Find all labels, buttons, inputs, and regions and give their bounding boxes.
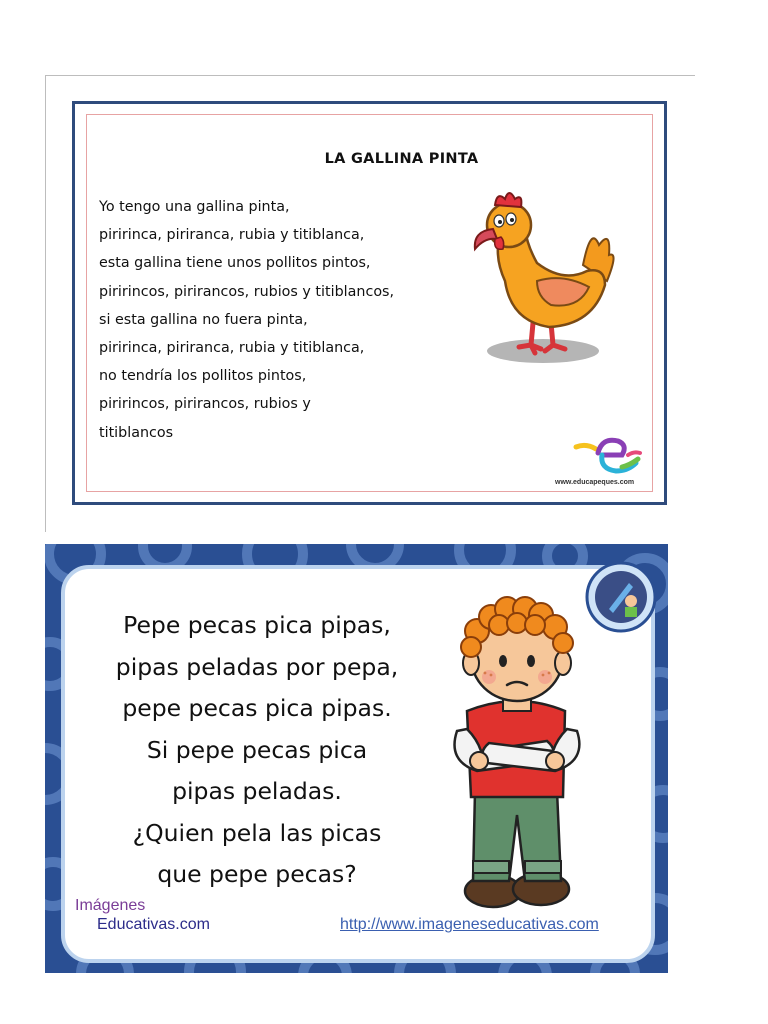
poem-line: no tendría los pollitos pintos, xyxy=(99,368,307,385)
poem-line: ¿Quien pela las picas xyxy=(132,818,382,847)
poem-line: piririnca, piriranca, rubia y titiblanca, xyxy=(99,340,365,357)
poem-line: piririnca, piriranca, rubia y titiblanca, xyxy=(99,227,365,244)
educapeques-url: www.educapeques.com xyxy=(555,479,635,486)
poem-line: pepe pecas pica pipas. xyxy=(122,694,392,722)
hen-illustration xyxy=(471,185,621,365)
poem-card-gallina xyxy=(72,101,667,505)
poem-line: Pepe pecas pica pipas, xyxy=(123,611,391,639)
poem-panel xyxy=(61,565,655,963)
logo-line-1: Imágenes xyxy=(75,897,146,914)
poem-card-inner-border xyxy=(86,114,653,492)
poem-line: Si pepe pecas pica xyxy=(146,735,368,764)
website-link[interactable]: http://www.imageneseducativas.com xyxy=(340,916,599,933)
badge-icon xyxy=(585,561,657,633)
poem-line: que pepe pecas? xyxy=(157,860,357,888)
educapeques-logo xyxy=(572,433,644,475)
poem-line: titiblancos xyxy=(99,424,174,441)
poem-lines xyxy=(99,193,394,447)
poem-lines xyxy=(87,605,427,896)
poem-title: LA GALLINA PINTA xyxy=(324,151,479,167)
poem-line: piririncos, pirirancos, rubios y xyxy=(99,396,311,413)
poem-line: si esta gallina no fuera pinta, xyxy=(99,311,308,328)
boy-illustration xyxy=(437,591,597,911)
logo-line-2: Educativas.com xyxy=(97,916,210,933)
poem-line: pipas peladas. xyxy=(172,777,342,805)
poem-card-pepe xyxy=(45,544,668,973)
poem-line: Yo tengo una gallina pinta, xyxy=(99,199,290,215)
poem-line: esta gallina tiene unos pollitos pintos, xyxy=(99,255,371,272)
poem-line: piririncos, pirirancos, rubios y titiblancos, xyxy=(99,283,395,300)
imagenes-educativas-logo xyxy=(75,896,210,934)
poem-line: pipas peladas por pepa, xyxy=(115,652,399,681)
